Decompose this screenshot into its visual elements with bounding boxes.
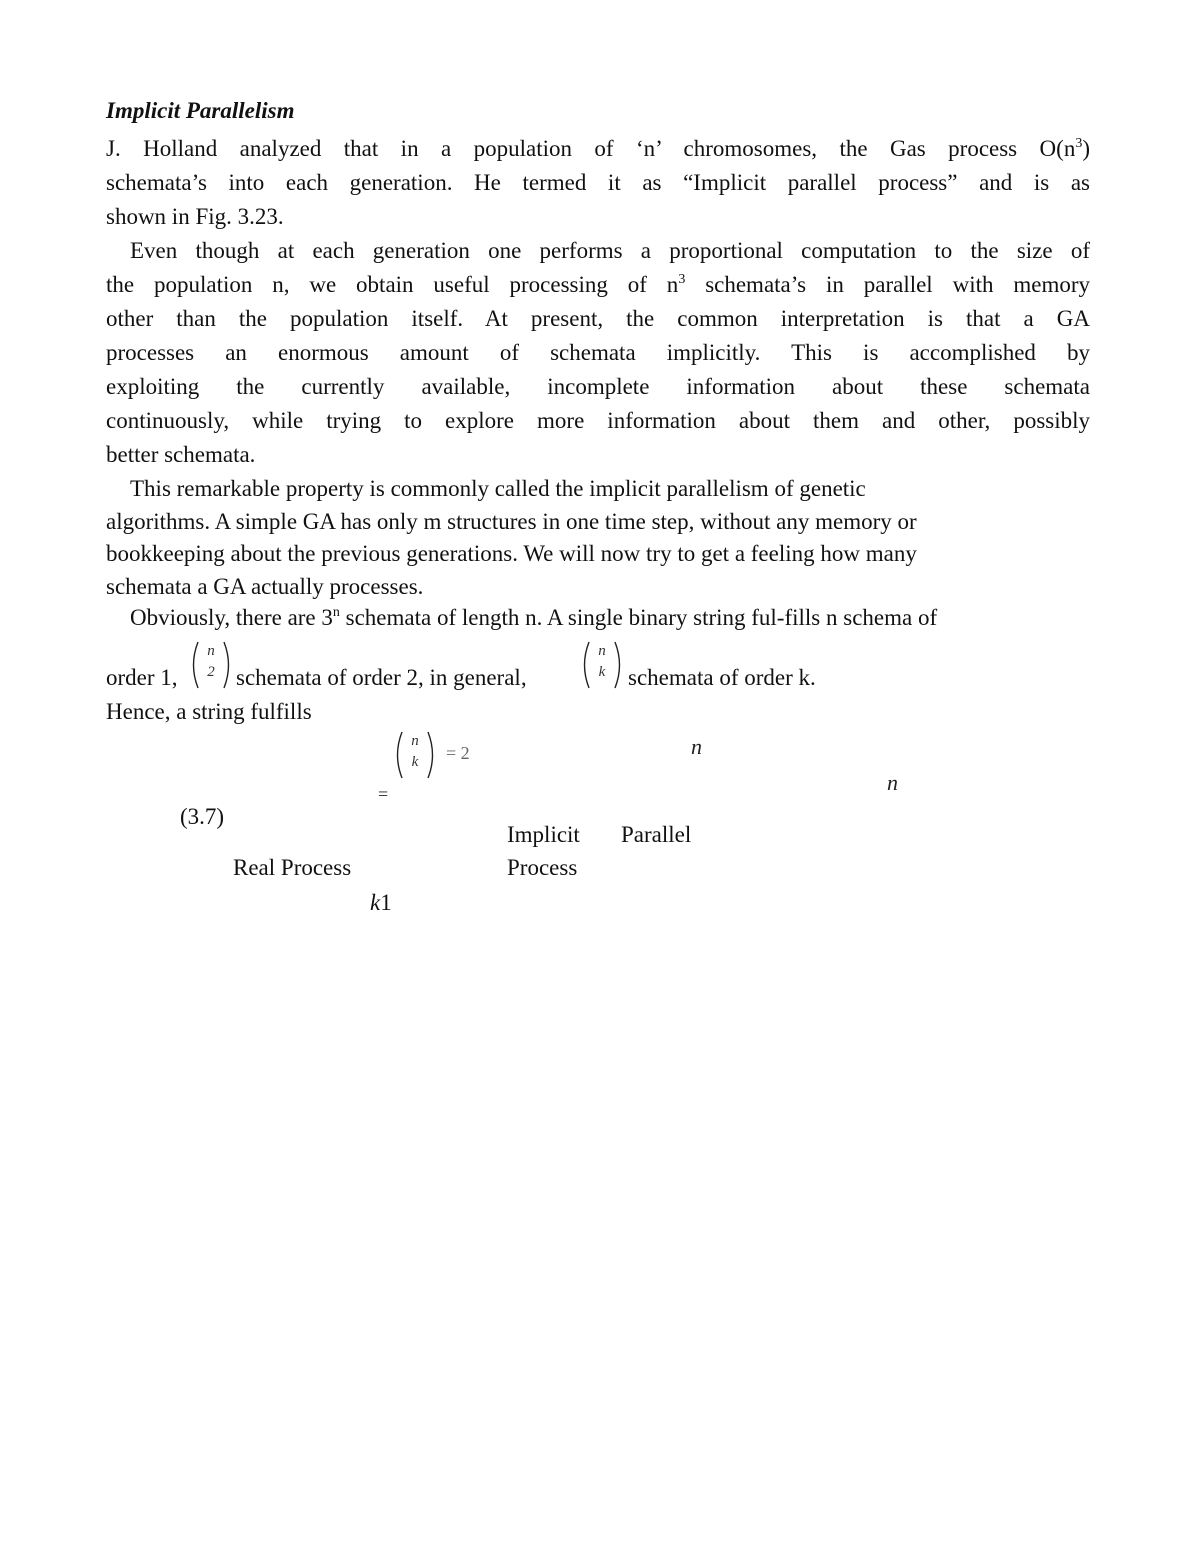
p2-line-4: processes an enormous amount of schemata implicitly. This is accomplished by: [106, 340, 1090, 365]
p4-line-1: [130, 605, 937, 631]
p4-line-2b: schemata of order 2, in general,: [236, 665, 527, 690]
p4-line-1-rest: schemata of length n. A single binary string ful-fills n schema of: [339, 605, 938, 630]
binom1-top: n: [207, 643, 215, 659]
p2-line-3: other than the population itself. At present, the common interpretation is that a GA: [106, 306, 1090, 331]
binom1-bottom: 2: [207, 664, 215, 680]
paragraph-2: [106, 234, 1090, 472]
binom2-bottom: k: [598, 664, 606, 680]
formula-label-parallel: Parallel: [621, 822, 692, 847]
formula-label-process: Process: [507, 855, 578, 880]
binomial-n-choose-k: [581, 640, 623, 690]
p1-line-2: schemata’s into each generation. He termed it as “Implicit parallel process” and is as: [106, 170, 1090, 195]
p4-line-3: Hence, a string fulfills: [106, 699, 312, 724]
p2-line-5: exploiting the currently available, incomplete information about these schemata: [106, 374, 1090, 399]
p2-line-7: better schemata.: [106, 442, 256, 467]
formula-equals: =: [378, 784, 389, 804]
formula-one: 1: [380, 890, 392, 915]
formula-k: k: [370, 890, 381, 915]
binom3-top: n: [411, 733, 419, 749]
p4-line-2a: order 1,: [106, 665, 178, 690]
p2-superscript: 3: [678, 272, 686, 287]
formula-label-real-process: Real Process: [233, 855, 352, 880]
binomial-n-choose-2: [190, 640, 232, 690]
p1-line-1-close: ): [1082, 136, 1090, 161]
p2-line-1: Even though at each generation one performs a proportional computation to the size of: [130, 238, 1090, 263]
binom3-bottom: k: [411, 754, 419, 770]
paragraph-3: [106, 473, 1090, 603]
p3-line-3: bookkeeping about the previous generations. We will now try to get a feeling how many: [106, 541, 917, 566]
p4-line-2c: schemata of order k.: [628, 665, 816, 690]
p4-line-1-text: Obviously, there are 3: [130, 605, 333, 630]
equation-number: (3.7): [180, 804, 225, 829]
p1-superscript: 3: [1075, 136, 1083, 151]
binom2-top: n: [598, 643, 606, 659]
formula-k-one: [370, 890, 392, 916]
paragraph-1: [106, 132, 1090, 234]
p1-line-1: [106, 132, 1090, 166]
p3-line-4: schemata a GA actually processes.: [106, 573, 424, 599]
p2-line-6: continuously, while trying to explore more information about them and other, possibly: [106, 408, 1090, 433]
p3-line-1: This remarkable property is commonly called the implicit parallelism of genetic: [130, 476, 866, 501]
p1-line-3: shown in Fig. 3.23.: [106, 204, 284, 229]
section-heading: Implicit Parallelism: [106, 98, 295, 123]
formula-n-upper: n: [691, 734, 702, 759]
formula-label-implicit: Implicit: [507, 822, 580, 847]
formula-n-lower: n: [887, 770, 898, 795]
formula-equals-two: = 2: [446, 743, 470, 763]
p1-line-1-text: J. Holland analyzed that in a population of ‘n’ chromosomes, the Gas process O(n: [106, 136, 1076, 161]
p2-line-2: [106, 268, 1090, 302]
p3-line-2: algorithms. A simple GA has only m structures in one time step, without any memory or: [106, 508, 917, 534]
p2-line-2-text: the population n, we obtain useful processing of n: [106, 272, 679, 297]
p2-line-2-rest: schemata’s in parallel with memory: [685, 272, 1090, 297]
binomial-n-choose-k-formula: [394, 730, 436, 780]
p4-superscript: n: [332, 605, 340, 620]
